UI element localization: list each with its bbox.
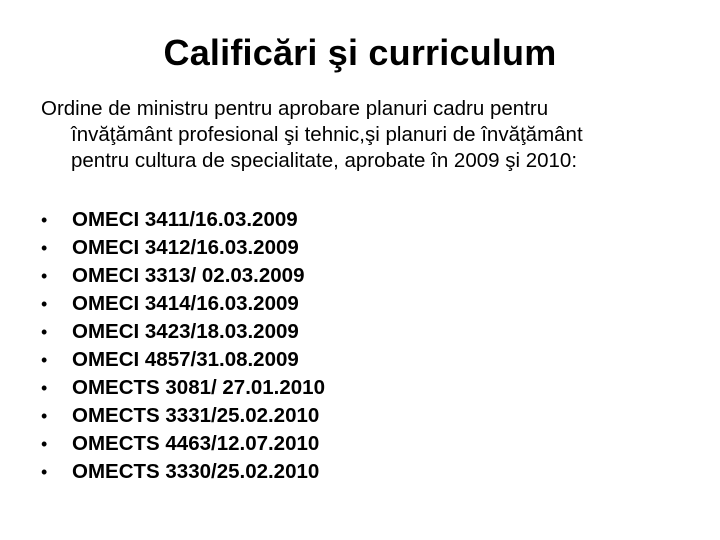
- bullet-icon: •: [41, 406, 48, 426]
- order-list: [41, 206, 325, 486]
- order-reference: OMECTS 3081/ 27.01.2010: [72, 376, 325, 399]
- order-reference: OMECTS 4463/12.07.2010: [72, 432, 320, 455]
- list-item: [41, 234, 325, 262]
- bullet-icon: •: [41, 266, 48, 286]
- order-reference: OMECTS 3330/25.02.2010: [72, 460, 320, 483]
- bullet-icon: •: [41, 210, 48, 230]
- bullet-icon: •: [41, 322, 48, 342]
- intro-line: învăţământ profesional şi tehnic,şi planuri de învăţământ: [71, 123, 583, 146]
- slide-title: Calificări şi curriculum: [163, 32, 557, 73]
- list-item: [41, 206, 325, 234]
- list-item: [41, 346, 325, 374]
- order-reference: OMECI 3414/16.03.2009: [72, 292, 299, 315]
- list-item: [41, 458, 325, 486]
- intro-line: pentru cultura de specialitate, aprobate în 2009 şi 2010:: [71, 149, 578, 172]
- bullet-icon: •: [41, 294, 48, 314]
- bullet-icon: •: [41, 462, 48, 482]
- intro-paragraph: [41, 96, 701, 174]
- order-reference: OMECI 3411/16.03.2009: [72, 208, 298, 231]
- list-item: [41, 430, 325, 458]
- bullet-icon: •: [41, 238, 48, 258]
- list-item: [41, 318, 325, 346]
- order-reference: OMECI 4857/31.08.2009: [72, 348, 299, 371]
- list-item: [41, 290, 325, 318]
- order-reference: OMECI 3423/18.03.2009: [72, 320, 299, 343]
- bullet-icon: •: [41, 378, 48, 398]
- intro-line: Ordine de ministru pentru aprobare planuri cadru pentru: [41, 97, 549, 120]
- list-item: [41, 402, 325, 430]
- list-item: [41, 374, 325, 402]
- order-reference: OMECTS 3331/25.02.2010: [72, 404, 320, 427]
- order-reference: OMECI 3412/16.03.2009: [72, 236, 299, 259]
- bullet-icon: •: [41, 434, 48, 454]
- order-reference: OMECI 3313/ 02.03.2009: [72, 264, 305, 287]
- list-item: [41, 262, 325, 290]
- bullet-icon: •: [41, 350, 48, 370]
